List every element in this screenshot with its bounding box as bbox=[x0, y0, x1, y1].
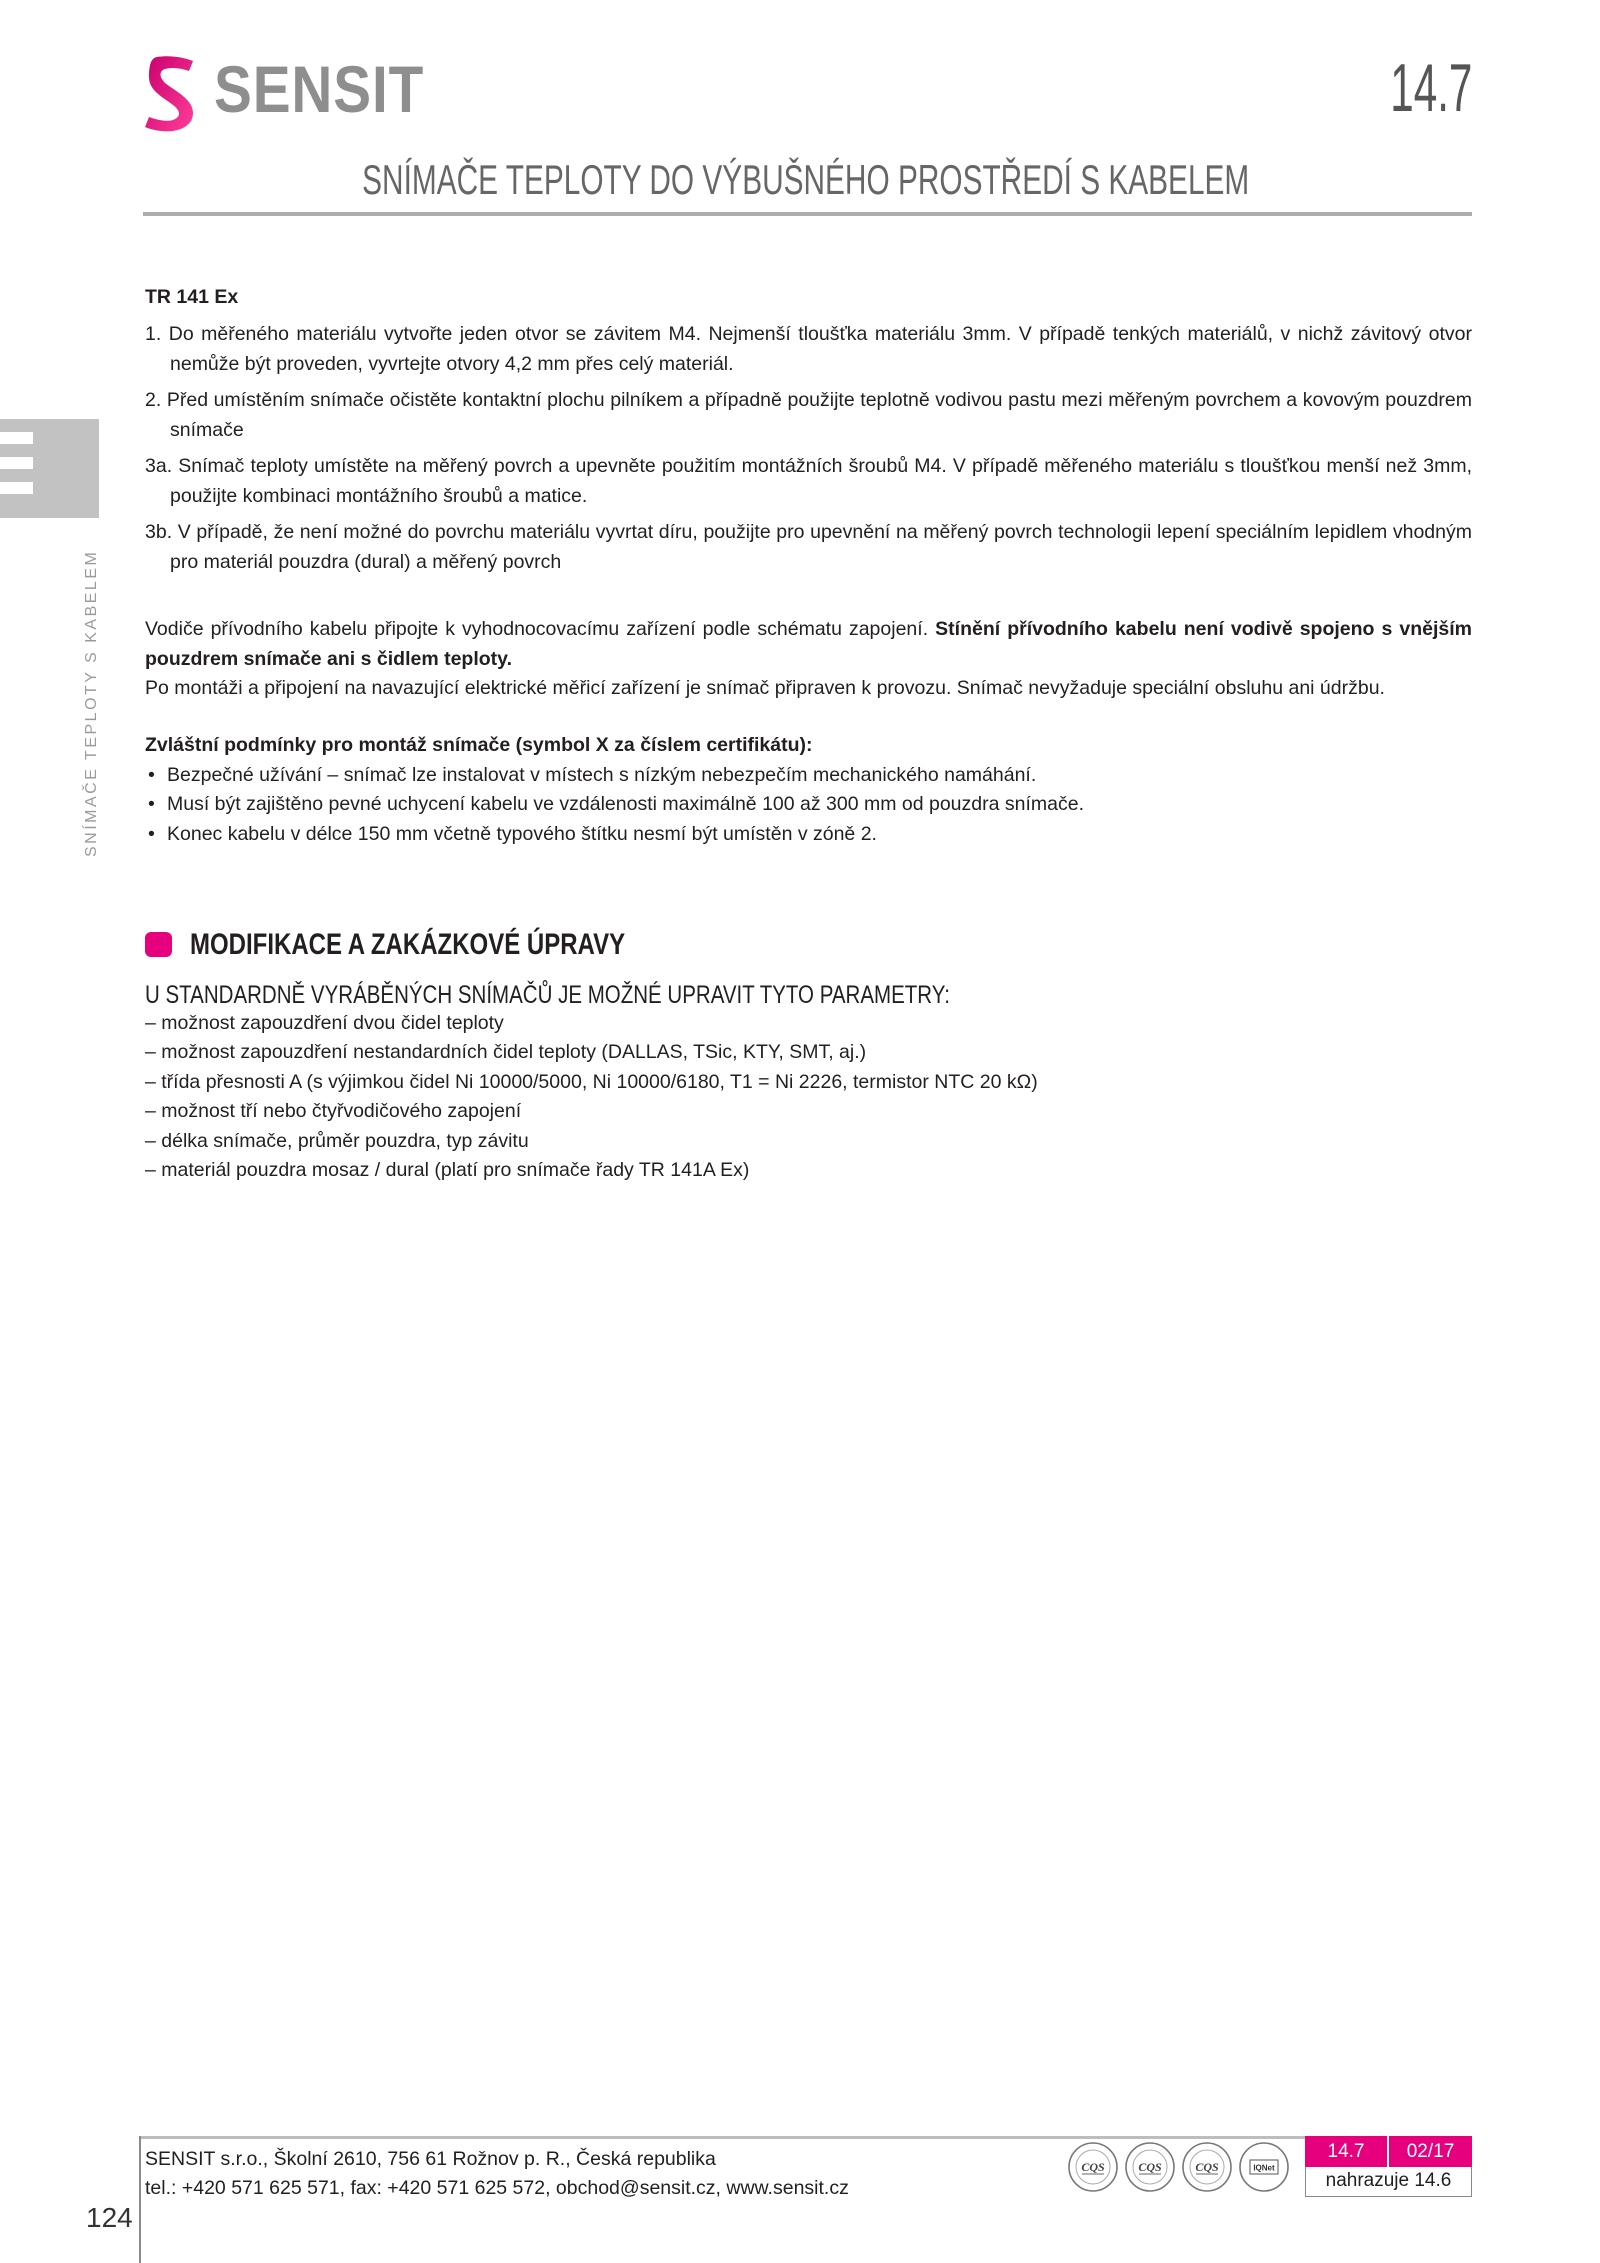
list-item: • Konec kabelu v délce 150 mm včetně typového štítku nesmí být umístěn v zóně 2. bbox=[145, 820, 1472, 850]
conditions-heading: Zvláštní podmínky pro montáž snímače (symbol X za číslem certifikátu): bbox=[145, 734, 813, 756]
wiring-paragraph bbox=[145, 615, 1472, 674]
cert-label: CQS bbox=[1138, 2160, 1162, 2174]
side-tab-stripe bbox=[0, 432, 33, 444]
installation-steps bbox=[145, 320, 1472, 584]
step-text: V případě, že není možné do povrchu materiálu vyvrtat díru, použijte pro upevnění na měřený povrch technologii lepení speciálním lepidlem vhodným pro materiál pouzdra (dural) a měřený povrch bbox=[170, 521, 1472, 573]
revision-date: 02/17 bbox=[1406, 2141, 1455, 2162]
logo-wordmark: SENSIT bbox=[214, 52, 425, 126]
contact-info: tel.: +420 571 625 571, fax: +420 571 625 572, obchod@sensit.cz, www.sensit.cz bbox=[145, 2177, 849, 2199]
revision-replaces: nahrazuje 14.6 bbox=[1305, 2167, 1472, 2197]
page-title: SNÍMAČE TEPLOTY DO VÝBUŠNÉHO PROSTŘEDÍ S KABELEM bbox=[362, 156, 1250, 203]
list-item: – třída přesnosti A (s výjimkou čidel Ni 10000/5000, Ni 10000/6180, T1 = Ni 2226, termistor NTC 20 kΩ) bbox=[145, 1070, 1038, 1093]
footer-divider bbox=[141, 2136, 1472, 2139]
modifications-heading: MODIFIKACE A ZAKÁZKOVÉ ÚPRAVY bbox=[190, 928, 626, 961]
cert-label: CQS bbox=[1081, 2160, 1105, 2174]
side-tab bbox=[0, 419, 99, 518]
operation-paragraph: Po montáži a připojení na navazující elektrické měřicí zařízení je snímač připraven k provozu. Snímač nevyžaduje speciální obsluhu ani údržbu. bbox=[145, 677, 1385, 699]
shielding-note: Stínění přívodního kabelu není vodivě spojeno s vnějším pouzdrem snímače ani s čidlem teploty. bbox=[145, 618, 1472, 670]
page-number: 124 bbox=[86, 2202, 133, 2233]
step-text: Snímač teploty umístěte na měřený povrch a upevněte použitím montážních šroubů M4. V případě měřeného materiálu s tloušťkou menší než 3mm, použijte kombinaci montážního šroubů a matice. bbox=[170, 455, 1472, 507]
list-item: – možnost zapouzdření dvou čidel teploty bbox=[145, 1012, 504, 1034]
cqs-certification-icon bbox=[1124, 2140, 1176, 2194]
side-tab-label: SNÍMAČE TEPLOTY S KABELEM bbox=[83, 549, 100, 857]
sensit-logo-icon bbox=[143, 55, 197, 132]
cert-label: CQS bbox=[1195, 2160, 1219, 2174]
company-address: SENSIT s.r.o., Školní 2610, 756 61 Rožnov p. R., Česká republika bbox=[145, 2148, 716, 2170]
step-number: 3a. bbox=[145, 455, 173, 477]
list-item: • Musí být zajištěno pevné uchycení kabelu ve vzdálenosti maximálně 100 až 300 mm od pouzdra snímače. bbox=[145, 790, 1472, 820]
special-conditions bbox=[145, 731, 1472, 849]
footer-contact bbox=[145, 2145, 849, 2203]
step-item bbox=[145, 452, 1472, 511]
cert-label: IQNet bbox=[1253, 2163, 1275, 2173]
list-item: – délka snímače, průměr pouzdra, typ závitu bbox=[145, 1129, 529, 1152]
step-number: 3b. bbox=[145, 521, 173, 543]
wiring-text: Vodiče přívodního kabelu připojte k vyhodnocovacímu zařízení podle schématu zapojení. bbox=[145, 618, 929, 640]
section-number: 14.7 bbox=[1389, 50, 1472, 126]
modifications-subheading: U STANDARDNĚ VYRÁBĚNÝCH SNÍMAČŮ JE MOŽNÉ UPRAVIT TYTO PARAMETRY: bbox=[145, 981, 950, 1009]
list-item: – možnost zapouzdření nestandardních čidel teploty (DALLAS, TSic, KTY, SMT, aj.) bbox=[145, 1041, 867, 1064]
iqnet-certification-icon bbox=[1238, 2140, 1290, 2194]
list-item: • Bezpečné užívání – snímač lze instalovat v místech s nízkým nebezpečím mechanického namáhání. bbox=[145, 761, 1472, 791]
step-item bbox=[145, 518, 1472, 577]
certification-logos bbox=[1067, 2140, 1290, 2194]
cqs-certification-icon bbox=[1067, 2140, 1119, 2194]
page-title-container bbox=[12, 155, 1600, 215]
step-number: 1. bbox=[145, 323, 162, 345]
conditions-list bbox=[145, 761, 1472, 850]
revision-header bbox=[1305, 2136, 1472, 2167]
list-item: – možnost tří nebo čtyřvodičového zapojení bbox=[145, 1100, 522, 1123]
footer-vertical-divider bbox=[139, 2136, 141, 2263]
list-item: – materiál pouzdra mosaz / dural (platí pro snímače řady TR 141A Ex) bbox=[145, 1159, 750, 1182]
section-marker-square bbox=[145, 932, 172, 957]
step-text: Do měřeného materiálu vytvořte jeden otvor se závitem M4. Nejmenší tloušťka materiálu 3mm. V případě tenkých materiálů, v nichž závitový otvor nemůže být proveden, vyvrtejte otvory 4,2 mm přes celý materiál. bbox=[168, 323, 1472, 375]
modifications-list bbox=[145, 1009, 1472, 1185]
installation-heading: TR 141 Ex bbox=[145, 286, 239, 308]
side-tab-stripe bbox=[0, 457, 33, 469]
wiring-instructions bbox=[145, 615, 1472, 704]
step-item bbox=[145, 386, 1472, 445]
step-text: Před umístěním snímače očistěte kontaktní plochu pilníkem a případně použijte teplotně vodivou pastu mezi měřeným povrchem a kovovým pouzdrem snímače bbox=[166, 389, 1472, 441]
side-tab-stripe bbox=[0, 482, 33, 494]
header-divider bbox=[143, 212, 1472, 216]
step-number: 2. bbox=[145, 389, 162, 411]
step-item bbox=[145, 320, 1472, 379]
revision-section: 14.7 bbox=[1305, 2136, 1389, 2167]
cqs-certification-icon bbox=[1181, 2140, 1233, 2194]
revision-box bbox=[1305, 2136, 1472, 2197]
